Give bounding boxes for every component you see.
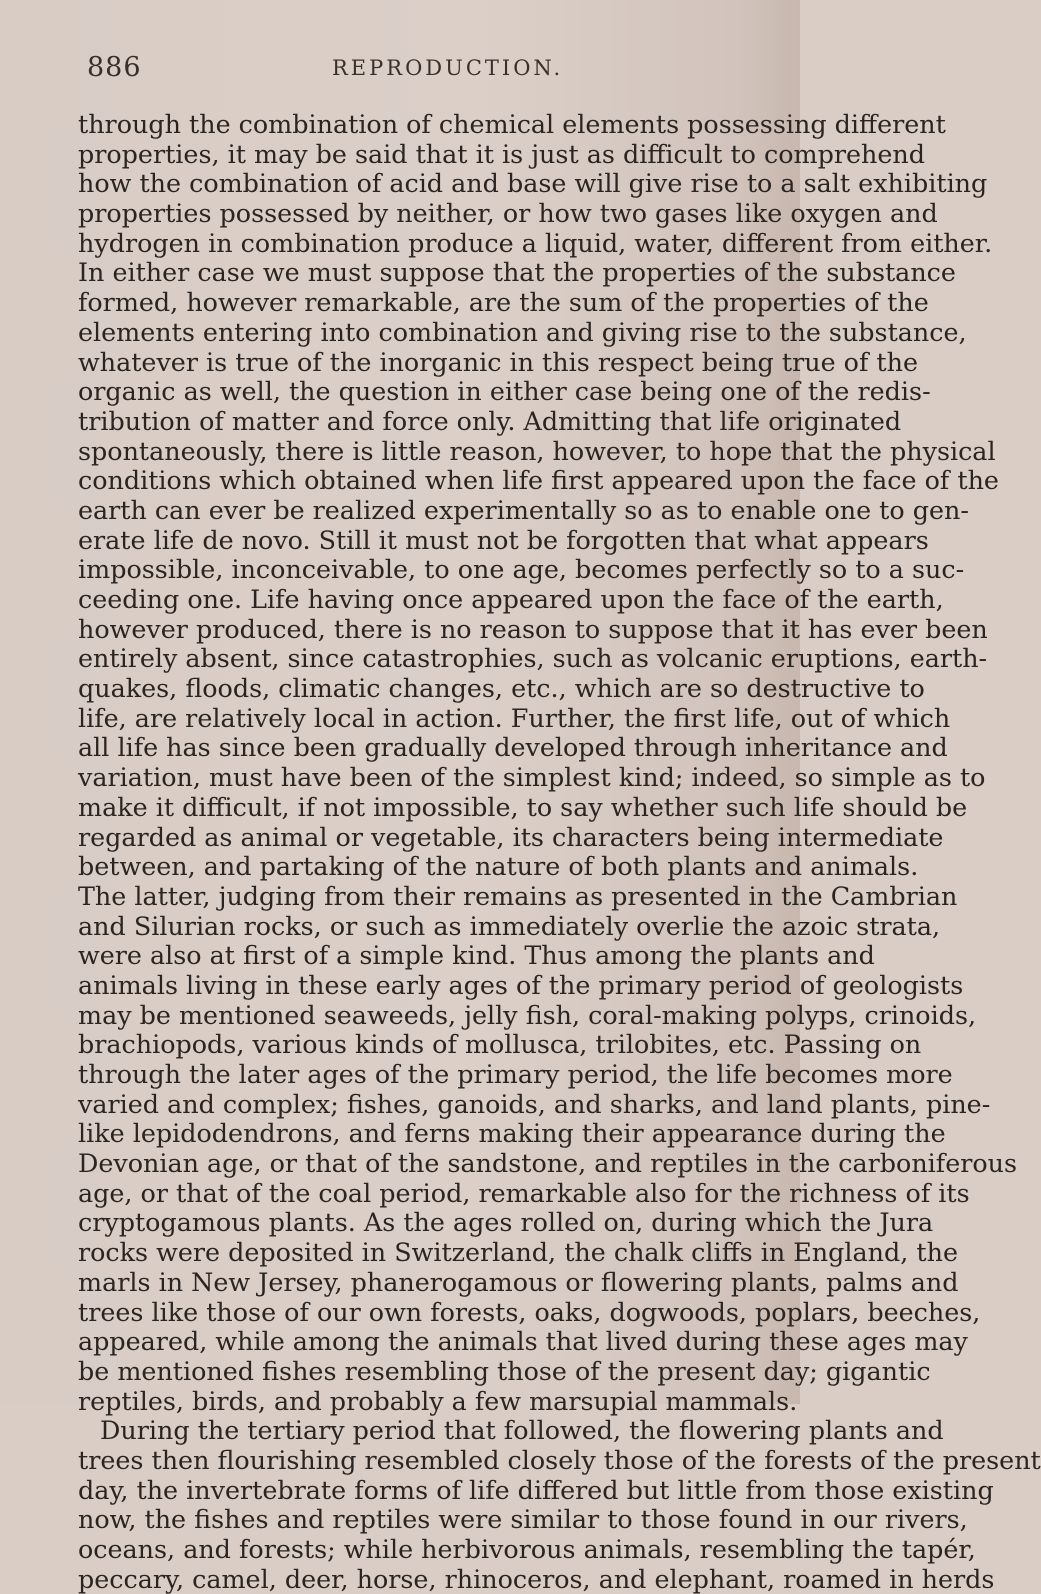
text-line: organic as well, the question in either case being one of the redis- xyxy=(78,376,931,407)
text-line: oceans, and forests; while herbivorous animals, resembling the tapér, xyxy=(78,1534,976,1564)
text-line: be mentioned fishes resembling those of the present day; gigantic xyxy=(78,1355,931,1386)
text-line: now, the fishes and reptiles were similar to those found in our rivers, xyxy=(78,1504,968,1535)
text-line: varied and complex; fishes, ganoids, and sharks, and land plants, pine- xyxy=(78,1088,991,1119)
text-line: through the combination of chemical elements possessing different xyxy=(78,109,946,139)
text-line: spontaneously, there is little reason, however, to hope that the physical xyxy=(78,435,996,466)
running-head: REPRODUCTION. xyxy=(332,56,564,80)
text-line: quakes, floods, climatic changes, etc., which are so destructive to xyxy=(78,673,925,704)
text-line: elements entering into combination and giving rise to the substance, xyxy=(78,316,967,347)
text-line: trees like those of our own forests, oaks, dogwoods, poplars, beeches, xyxy=(78,1296,981,1327)
text-line: day, the invertebrate forms of life differed but little from those existing xyxy=(78,1474,994,1505)
page-header xyxy=(87,52,787,88)
text-line: impossible, inconceivable, to one age, becomes perfectly so to a suc- xyxy=(78,554,965,585)
text-line: hydrogen in combination produce a liquid, water, different from either. xyxy=(78,227,993,258)
text-line: regarded as animal or vegetable, its characters being intermediate xyxy=(78,821,944,852)
text-line: appeared, while among the animals that lived during these ages may xyxy=(78,1326,968,1357)
text-line: all life has since been gradually developed through inheritance and xyxy=(78,732,948,763)
text-line: conditions which obtained when life first appeared upon the face of the xyxy=(78,465,999,496)
text-line: In either case we must suppose that the properties of the substance xyxy=(78,257,956,288)
text-line: life, are relatively local in action. Further, the first life, out of which xyxy=(78,702,951,733)
text-line: peccary, camel, deer, horse, rhinoceros, and elephant, roamed in herds xyxy=(78,1563,995,1594)
paragraph-start-line: During the tertiary period that followed, the flowering plants and xyxy=(100,1415,944,1446)
text-line: whatever is true of the inorganic in this respect being true of the xyxy=(78,346,918,377)
text-line: age, or that of the coal period, remarkable also for the richness of its xyxy=(78,1177,970,1208)
text-line: may be mentioned seaweeds, jelly fish, coral-making polyps, crinoids, xyxy=(78,999,977,1030)
text-line: brachiopods, various kinds of mollusca, trilobites, etc. Passing on xyxy=(78,1029,922,1060)
text-line: cryptogamous plants. As the ages rolled on, during which the Jura xyxy=(78,1207,934,1238)
text-line: properties, it may be said that it is just as difficult to comprehend xyxy=(78,138,926,169)
text-line: earth can ever be realized experimentally so as to enable one to gen- xyxy=(78,494,969,525)
text-line: like lepidodendrons, and ferns making their appearance during the xyxy=(78,1118,946,1149)
text-line: between, and partaking of the nature of both plants and animals. xyxy=(78,851,919,882)
text-line: rocks were deposited in Switzerland, the chalk cliffs in England, the xyxy=(78,1237,959,1268)
text-line: reptiles, birds, and probably a few marsupial mammals. xyxy=(78,1385,798,1416)
text-line: and Silurian rocks, or such as immediately overlie the azoic strata, xyxy=(78,910,941,941)
text-line: trees then flourishing resembled closely those of the forests of the present xyxy=(78,1444,1041,1475)
text-line: entirely absent, since catastrophies, such as volcanic eruptions, earth- xyxy=(78,643,988,674)
page-number: 886 xyxy=(87,52,142,83)
text-line: marls in New Jersey, phanerogamous or flowering plants, palms and xyxy=(78,1266,959,1297)
text-line: through the later ages of the primary period, the life becomes more xyxy=(78,1059,953,1089)
text-line: animals living in these early ages of the primary period of geologists xyxy=(78,969,964,1000)
text-line: variation, must have been of the simplest kind; indeed, so simple as to xyxy=(78,762,986,793)
text-line: ceeding one. Life having once appeared upon the face of the earth, xyxy=(78,584,944,614)
text-line: Devonian age, or that of the sandstone, and reptiles in the carboniferous xyxy=(78,1148,1018,1179)
text-line: The latter, judging from their remains as presented in the Cambrian xyxy=(78,880,958,911)
text-line: however produced, there is no reason to suppose that it has ever been xyxy=(78,613,988,644)
text-line: properties possessed by neither, or how two gases like oxygen and xyxy=(78,198,938,229)
text-line: formed, however remarkable, are the sum of the properties of the xyxy=(78,287,929,318)
text-line: make it difficult, if not impossible, to say whether such life should be xyxy=(78,791,968,822)
text-line: erate life de novo. Still it must not be forgotten that what appears xyxy=(78,524,929,555)
text-line: were also at first of a simple kind. Thus among the plants and xyxy=(78,940,875,971)
text-line: tribution of matter and force only. Admitting that life originated xyxy=(78,405,902,436)
text-line: how the combination of acid and base will give rise to a salt exhibiting xyxy=(78,168,988,199)
body-text xyxy=(78,109,1041,1594)
